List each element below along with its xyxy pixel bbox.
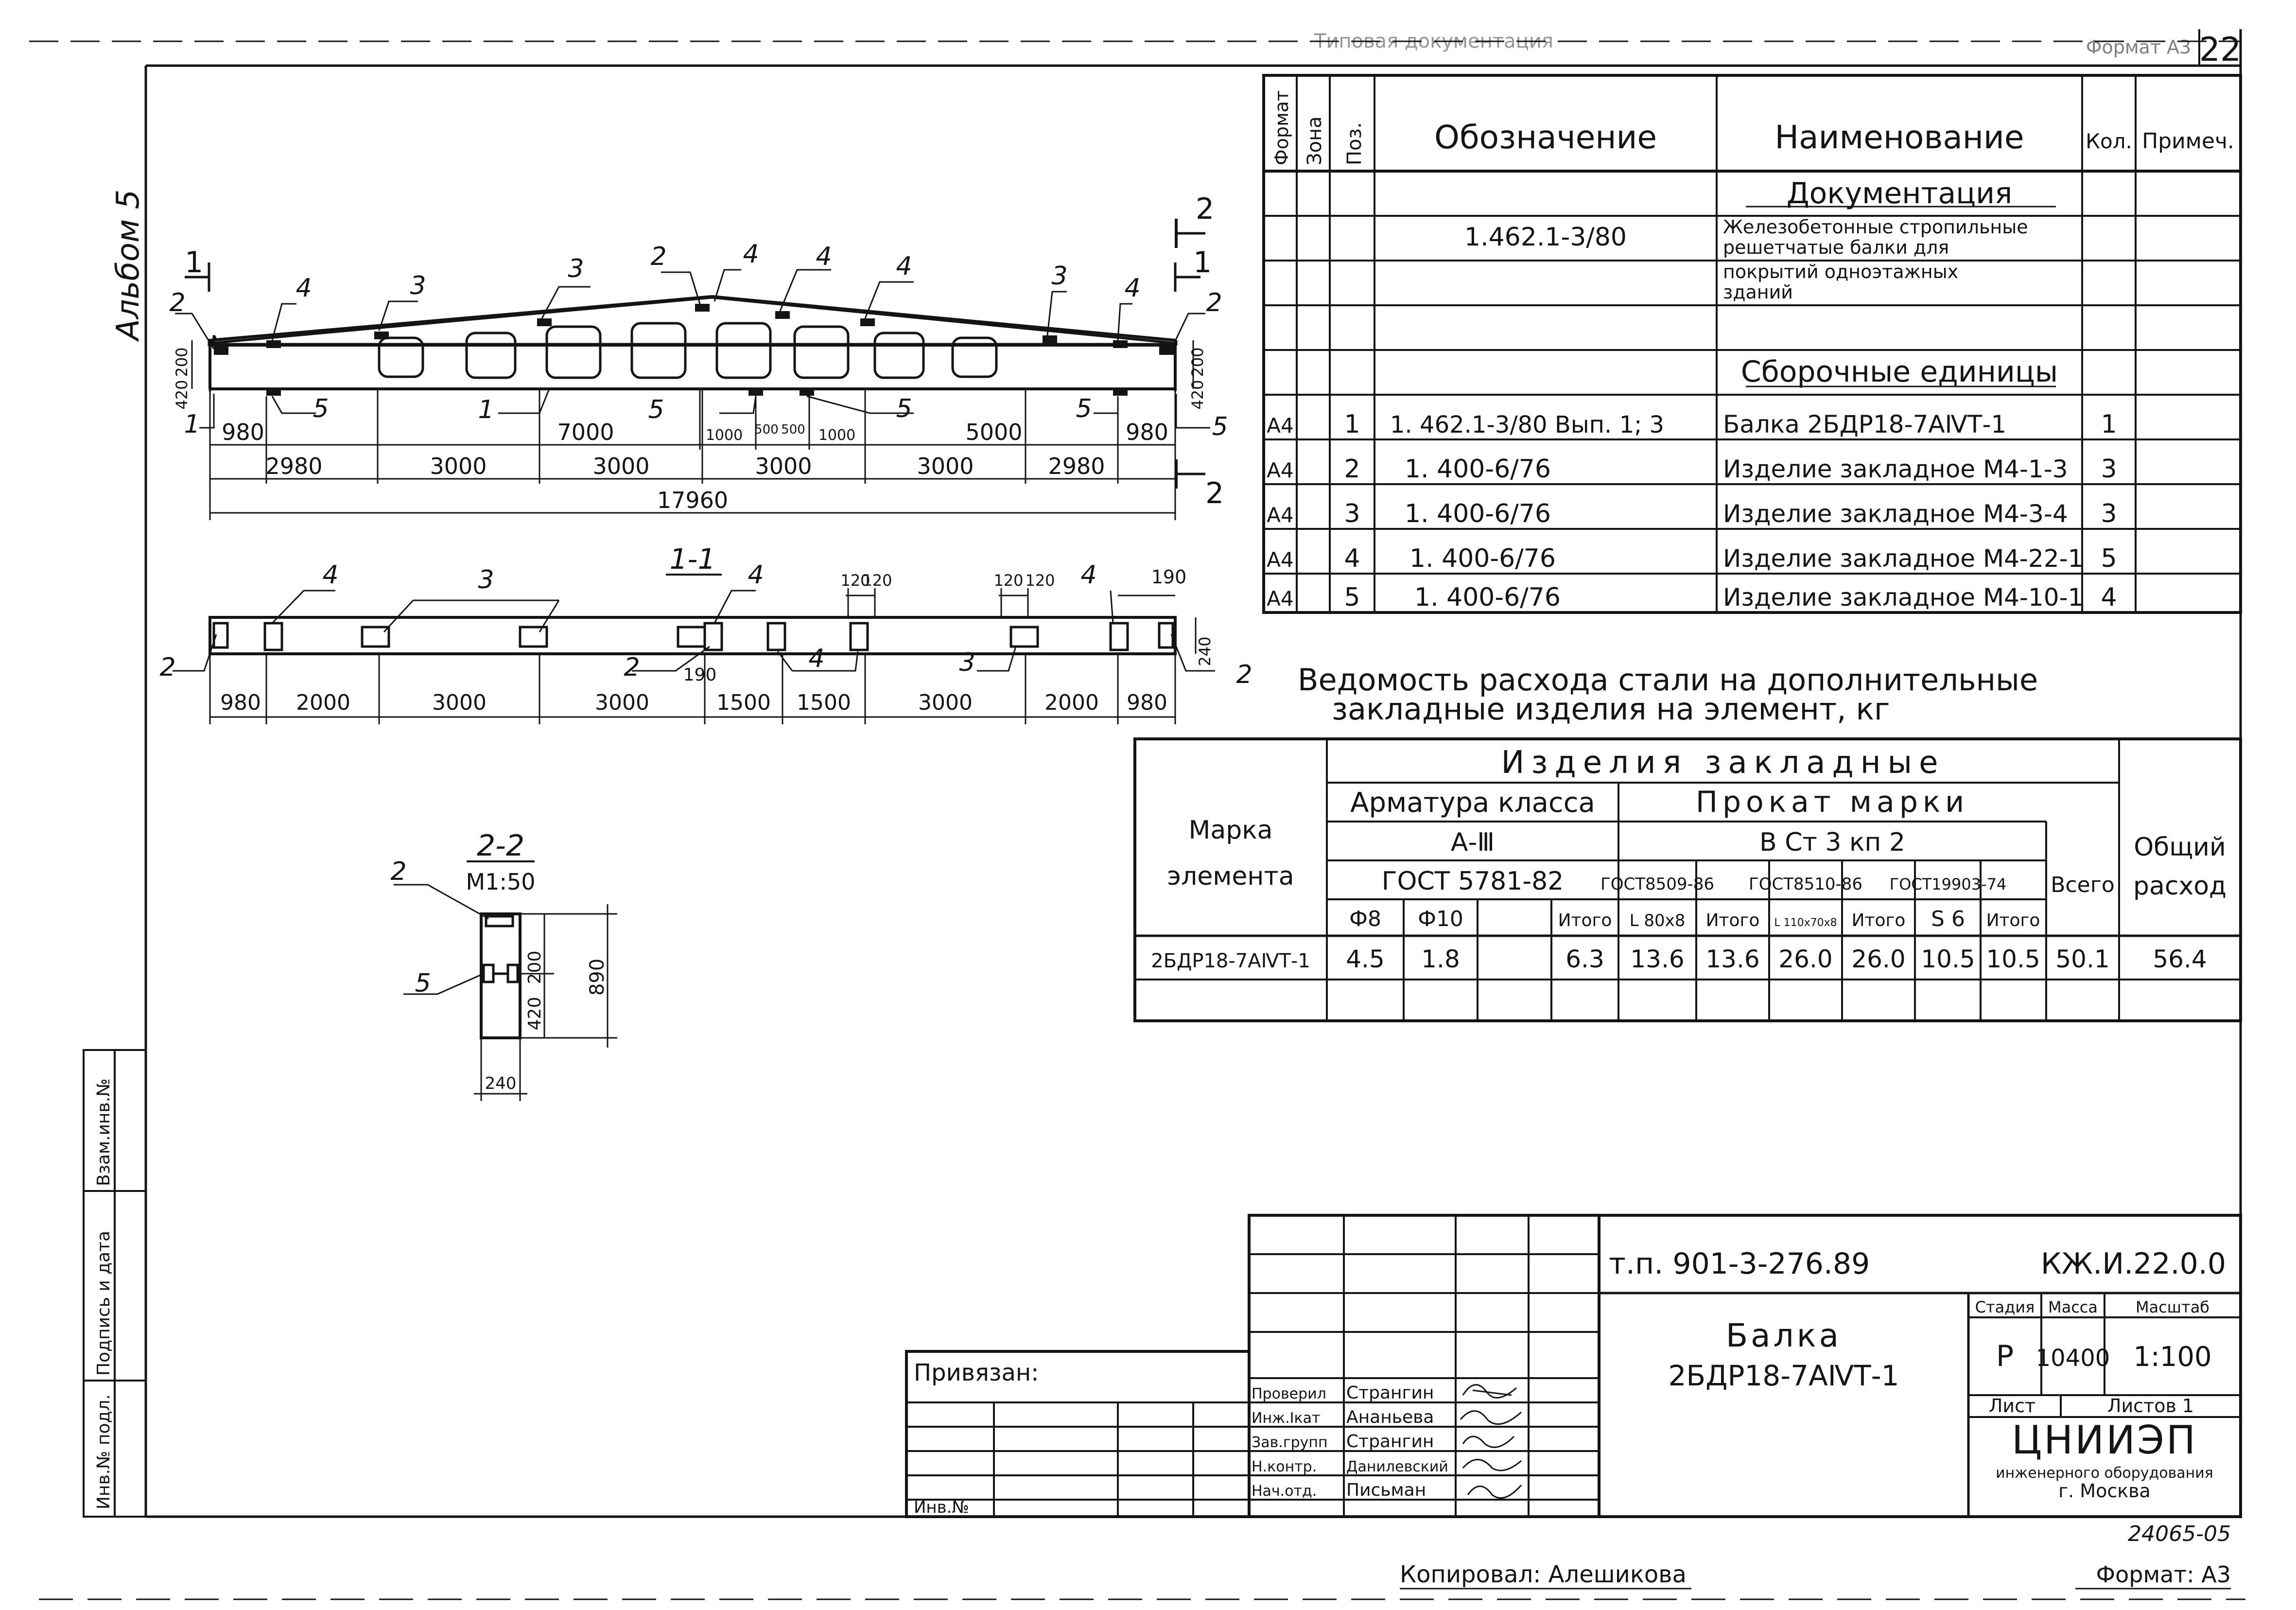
spec-row-qty: 4 bbox=[2101, 583, 2117, 612]
sig-role: Н.контр. bbox=[1252, 1458, 1317, 1475]
item-name-1: Балка bbox=[1725, 1317, 1842, 1354]
dim-5000: 5000 bbox=[965, 419, 1023, 445]
dim-7000: 7000 bbox=[557, 419, 614, 445]
steel-sub-f10: Ф10 bbox=[1418, 907, 1463, 931]
steel-row-l110: 26.0 bbox=[1778, 945, 1833, 973]
sec22-title: 2-2 bbox=[477, 829, 524, 863]
plan-dim: 980 bbox=[220, 690, 261, 715]
steel-h-total-2: расход bbox=[2133, 872, 2227, 901]
h-mass: Масса bbox=[2048, 1298, 2098, 1316]
format-top: Формат А3 bbox=[2086, 36, 2192, 58]
spec-doc-name-3: покрытий одноэтажных bbox=[1723, 261, 1959, 282]
plan-dim: 3000 bbox=[595, 690, 649, 715]
sec22-dim-890: 890 bbox=[586, 958, 609, 996]
spec-row-format: А4 bbox=[1267, 458, 1294, 482]
dim-980-left: 980 bbox=[222, 419, 264, 445]
beam-leaders bbox=[175, 219, 1210, 489]
sec22-callout-2: 2 bbox=[390, 857, 407, 886]
spec-row-qty: 5 bbox=[2101, 544, 2117, 573]
callout: 5 bbox=[896, 394, 912, 423]
dim-1000-left: 1000 bbox=[705, 427, 743, 444]
callout: 1 bbox=[478, 395, 494, 424]
dim-3000-3: 3000 bbox=[755, 453, 812, 479]
beam-openings bbox=[379, 323, 996, 378]
callout: 3 bbox=[410, 271, 426, 300]
dim-right-420: 420 bbox=[1188, 380, 1207, 410]
plan-dim-text bbox=[220, 566, 1214, 715]
steel-row-vsego: 50.1 bbox=[2055, 945, 2110, 973]
sec22-drawing bbox=[481, 914, 520, 1038]
callout: 5 bbox=[1212, 412, 1228, 441]
callout: 4 bbox=[1124, 274, 1141, 303]
plan-top-dim: 190 bbox=[1151, 566, 1187, 588]
spec-row-3 bbox=[1267, 499, 2117, 528]
spec-row-name: Изделие закладное М4-10-1 bbox=[1723, 583, 2084, 612]
section-mark-2-bottom: 2 bbox=[1205, 476, 1224, 510]
spec-h-name: Наименование bbox=[1774, 119, 2024, 156]
side-stamp-vzam: Взам.инв.№ bbox=[94, 1078, 114, 1186]
sig-name: Странгин bbox=[1346, 1432, 1434, 1452]
plan-dim-240: 240 bbox=[1196, 636, 1214, 666]
plan-dim: 980 bbox=[1127, 690, 1167, 715]
plan-top-dim: 120 bbox=[1025, 571, 1055, 590]
steel-h-armatura: Арматура класса bbox=[1350, 787, 1595, 819]
spec-h-designation: Обозначение bbox=[1434, 119, 1657, 156]
spec-row-format: А4 bbox=[1267, 587, 1294, 611]
steel-h-prokat: Прокат марки bbox=[1695, 785, 1969, 819]
steel-subheaders bbox=[1349, 907, 2040, 931]
spec-row-1 bbox=[1267, 410, 2117, 439]
steel-h-izdelia: Изделия закладные bbox=[1501, 745, 1945, 781]
sec22-dim-420: 420 bbox=[525, 997, 545, 1031]
drawing-code: КЖ.И.22.0.0 bbox=[2040, 1247, 2226, 1281]
dim-2980-right: 2980 bbox=[1048, 453, 1105, 479]
spec-row-name: Изделие закладное М4-3-4 bbox=[1723, 500, 2068, 528]
steel-row-itogo-1: 6.3 bbox=[1565, 945, 1604, 973]
spec-row-qty: 3 bbox=[2101, 455, 2117, 484]
callout: 4 bbox=[296, 274, 312, 303]
steel-sub-itogo-1: Итого bbox=[1558, 910, 1612, 930]
plan-dim: 1500 bbox=[716, 690, 771, 715]
dim-500-right: 500 bbox=[781, 422, 805, 437]
steel-h-mark-2: элемента bbox=[1167, 862, 1294, 891]
spec-row-format: А4 bbox=[1267, 414, 1294, 438]
org-line2: инженерного оборудования bbox=[1996, 1465, 2213, 1482]
steel-row-s6: 10.5 bbox=[1921, 945, 1975, 973]
section-mark-1-left: 1 bbox=[185, 245, 204, 280]
spec-doc-name-2: решетчатые балки для bbox=[1723, 237, 1949, 258]
callout: 3 bbox=[959, 648, 975, 677]
steel-sub-itogo-2: Итого bbox=[1705, 910, 1760, 930]
plan-top-dim: 120 bbox=[840, 571, 870, 590]
steel-row-f10: 1.8 bbox=[1421, 945, 1460, 973]
stamp-number: 24065-05 bbox=[2128, 1522, 2231, 1546]
steel-row-itogo-2: 13.6 bbox=[1705, 945, 1760, 973]
side-stamp bbox=[84, 1050, 146, 1517]
plan-view bbox=[210, 617, 1175, 654]
sig-role: Зав.групп bbox=[1252, 1434, 1328, 1451]
steel-h-mark-1: Марка bbox=[1188, 816, 1273, 845]
spec-row-qty: 3 bbox=[2101, 499, 2117, 528]
spec-h-zona: Зона bbox=[1304, 116, 1326, 165]
callout: 3 bbox=[478, 565, 494, 595]
sec22-callout-5: 5 bbox=[415, 969, 431, 998]
h-scale: Масштаб bbox=[2135, 1298, 2210, 1316]
spec-section-doc: Документация bbox=[1786, 176, 2013, 210]
steel-h-total-1: Общий bbox=[2134, 833, 2226, 862]
plan-dim: 1500 bbox=[797, 690, 851, 715]
steel-sub-itogo-3: Итого bbox=[1851, 910, 1906, 930]
spec-row-pos: 5 bbox=[1344, 583, 1360, 612]
spec-row-2 bbox=[1267, 455, 2117, 484]
callout: 4 bbox=[743, 240, 759, 269]
spec-row-pos: 3 bbox=[1344, 499, 1360, 528]
steel-h-g8509: ГОСТ8509-86 bbox=[1600, 875, 1715, 894]
side-stamp-podpis: Подпись и дата bbox=[94, 1230, 114, 1376]
spec-doc-designation: 1.462.1-3/80 bbox=[1464, 223, 1627, 252]
org-name: ЦНИИЭП bbox=[2012, 1418, 2197, 1463]
plan-top-dim: 120 bbox=[993, 571, 1024, 590]
spec-row-format: А4 bbox=[1267, 503, 1294, 527]
sec22-dim-240: 240 bbox=[485, 1074, 517, 1093]
spec-row-5 bbox=[1267, 583, 2117, 612]
spec-row-name: Балка 2БДР18-7АⅣТ-1 bbox=[1723, 410, 2007, 438]
inv-no-label: Инв.№ bbox=[914, 1498, 969, 1517]
callout: 3 bbox=[1051, 262, 1068, 291]
callout: 4 bbox=[896, 252, 912, 281]
dim-1000-right: 1000 bbox=[818, 427, 856, 444]
beam-callouts bbox=[169, 240, 1228, 441]
dim-left-200: 200 bbox=[173, 347, 191, 377]
spec-row-name: Изделие закладное М4-22-1 bbox=[1723, 544, 2084, 573]
top-faint-title: Типовая документация bbox=[1314, 30, 1553, 52]
spec-h-qty: Кол. bbox=[2086, 129, 2132, 153]
callout: 1 bbox=[184, 410, 200, 439]
steel-h-vst: В Ст 3 кп 2 bbox=[1759, 828, 1905, 857]
spec-row-qty: 1 bbox=[2101, 410, 2117, 439]
steel-row-f8: 4.5 bbox=[1346, 945, 1385, 973]
dim-980-right: 980 bbox=[1126, 419, 1168, 445]
dim-right-200: 200 bbox=[1188, 347, 1207, 377]
callout: 3 bbox=[568, 254, 584, 283]
sig-name: Странгин bbox=[1346, 1383, 1434, 1403]
steel-h-g8510: ГОСТ8510-86 bbox=[1748, 875, 1863, 894]
steel-row-mark: 2БДР18-7АⅣТ-1 bbox=[1151, 950, 1310, 972]
side-stamp-inv-podl: Инв.№ подл. bbox=[94, 1394, 114, 1509]
dim-3000-1: 3000 bbox=[430, 453, 487, 479]
steel-sub-l80: L 80х8 bbox=[1629, 911, 1686, 930]
callout: 4 bbox=[808, 644, 825, 673]
plan-leaders bbox=[173, 591, 1215, 671]
sec22-scale: М1:50 bbox=[466, 869, 536, 895]
sig-role: Инж.Iкат bbox=[1252, 1410, 1321, 1427]
spec-section-asm: Сборочные единицы bbox=[1740, 355, 2058, 389]
copied-by: Копировал: Алешикова bbox=[1400, 1561, 1687, 1588]
steel-sub-s6: S 6 bbox=[1931, 907, 1965, 931]
steel-h-vsego: Всего bbox=[2051, 873, 2115, 897]
callout: 4 bbox=[816, 242, 832, 271]
callout: 4 bbox=[748, 560, 764, 590]
sig-name: Данилевский bbox=[1346, 1458, 1448, 1475]
sig-role: Нач.отд. bbox=[1252, 1483, 1317, 1500]
spec-row-pos: 1 bbox=[1344, 410, 1360, 439]
h-stage: Стадия bbox=[1975, 1298, 2035, 1316]
steel-row-total: 56.4 bbox=[2153, 945, 2207, 973]
steel-row-itogo-3: 26.0 bbox=[1851, 945, 1906, 973]
spec-row-designation: 1. 400-6/76 bbox=[1405, 499, 1551, 528]
scale-value: 1:100 bbox=[2133, 1341, 2212, 1373]
stage-value: Р bbox=[1996, 1339, 2014, 1373]
spec-table bbox=[1264, 75, 2241, 612]
signatures bbox=[1252, 1383, 1448, 1500]
spec-h-note: Примеч. bbox=[2142, 129, 2234, 154]
spec-row-designation: 1. 400-6/76 bbox=[1414, 583, 1561, 612]
dim-left-420: 420 bbox=[173, 380, 191, 410]
steel-sub-l110: L 110х70х8 bbox=[1774, 917, 1837, 929]
plan-dim-190: 190 bbox=[683, 665, 717, 685]
format-bottom: Формат: А3 bbox=[2096, 1561, 2231, 1588]
steel-sub-itogo-4: Итого bbox=[1986, 910, 2040, 930]
spec-row-designation: 1. 400-6/76 bbox=[1409, 544, 1556, 573]
spec-doc-name-4: зданий bbox=[1723, 281, 1793, 303]
item-name-2: 2БДР18-7АⅣТ-1 bbox=[1668, 1359, 1899, 1392]
spec-row-designation: 1. 400-6/76 bbox=[1405, 455, 1551, 484]
callout: 5 bbox=[313, 394, 329, 423]
steel-h-g19903: ГОСТ19903-74 bbox=[1889, 875, 2007, 893]
sig-name: Письман bbox=[1346, 1480, 1426, 1500]
sheet-label: Лист bbox=[1988, 1395, 2036, 1417]
beam-outline bbox=[210, 297, 1175, 389]
steel-sub-f8: Ф8 bbox=[1349, 907, 1381, 931]
dim-500-left: 500 bbox=[754, 422, 779, 437]
callout: 2 bbox=[1236, 660, 1252, 689]
dim-2980-left: 2980 bbox=[265, 453, 323, 479]
callout: 4 bbox=[322, 560, 339, 590]
privyazan-label: Привязан: bbox=[914, 1359, 1039, 1386]
project-number: т.п. 901-3-276.89 bbox=[1609, 1247, 1870, 1281]
callout: 2 bbox=[169, 288, 186, 317]
beam-dim-text bbox=[173, 347, 1207, 513]
plan-dim: 3000 bbox=[918, 690, 973, 715]
album-label: Альбом 5 bbox=[110, 189, 146, 340]
dim-3000-2: 3000 bbox=[592, 453, 650, 479]
beam-embeds bbox=[214, 304, 1174, 396]
dim-17960: 17960 bbox=[657, 487, 729, 513]
sec22-dim-200: 200 bbox=[525, 950, 545, 984]
sig-name: Ананьева bbox=[1346, 1407, 1434, 1427]
callout: 2 bbox=[159, 653, 176, 682]
org-city: г. Москва bbox=[2058, 1480, 2151, 1502]
spec-h-pos: Поз. bbox=[1343, 122, 1366, 165]
plan-dim: 3000 bbox=[432, 690, 487, 715]
callout: 2 bbox=[1206, 288, 1222, 317]
steel-h-a3: А-Ⅲ bbox=[1450, 828, 1495, 857]
steel-title-1: Ведомость расхода стали на дополнительные bbox=[1298, 662, 2038, 698]
sheets-label: Листов 1 bbox=[2107, 1395, 2194, 1417]
sig-role: Проверил bbox=[1252, 1385, 1326, 1402]
mass-value: 10400 bbox=[2035, 1345, 2110, 1372]
spec-row-name: Изделие закладное М4-1-3 bbox=[1723, 455, 2068, 483]
steel-h-gost5781: ГОСТ 5781-82 bbox=[1381, 867, 1564, 896]
callout: 5 bbox=[1076, 394, 1092, 423]
callout: 2 bbox=[624, 653, 640, 682]
spec-row-format: А4 bbox=[1267, 548, 1294, 572]
spec-row-pos: 2 bbox=[1344, 455, 1360, 484]
callout: 2 bbox=[650, 242, 667, 271]
plan-dim: 2000 bbox=[1044, 690, 1099, 715]
spec-row-designation: 1. 462.1-3/80 Вып. 1; 3 bbox=[1390, 411, 1665, 438]
steel-row bbox=[1151, 945, 2207, 973]
spec-doc-name-1: Железобетонные стропильные bbox=[1723, 216, 2028, 238]
section-mark-1-right: 1 bbox=[1193, 245, 1212, 280]
steel-title-2: закладные изделия на элемент, кг bbox=[1332, 691, 1890, 727]
spec-row-4 bbox=[1267, 544, 2117, 573]
section-mark-2-top: 2 bbox=[1196, 192, 1215, 226]
steel-row-l80: 13.6 bbox=[1630, 945, 1685, 973]
spec-h-format: Формат bbox=[1271, 90, 1292, 165]
callout: 4 bbox=[1080, 560, 1097, 590]
plan-title: 1-1 bbox=[669, 542, 716, 576]
plan-top-dim: 120 bbox=[862, 571, 892, 590]
plan-dim: 2000 bbox=[296, 690, 350, 715]
spec-row-pos: 4 bbox=[1344, 544, 1360, 573]
dim-3000-4: 3000 bbox=[917, 453, 974, 479]
steel-row-itogo-4: 10.5 bbox=[1986, 945, 2040, 973]
beam-elevation bbox=[209, 298, 1176, 393]
callout: 5 bbox=[648, 395, 664, 424]
sheet-number: 22 bbox=[2199, 31, 2242, 69]
